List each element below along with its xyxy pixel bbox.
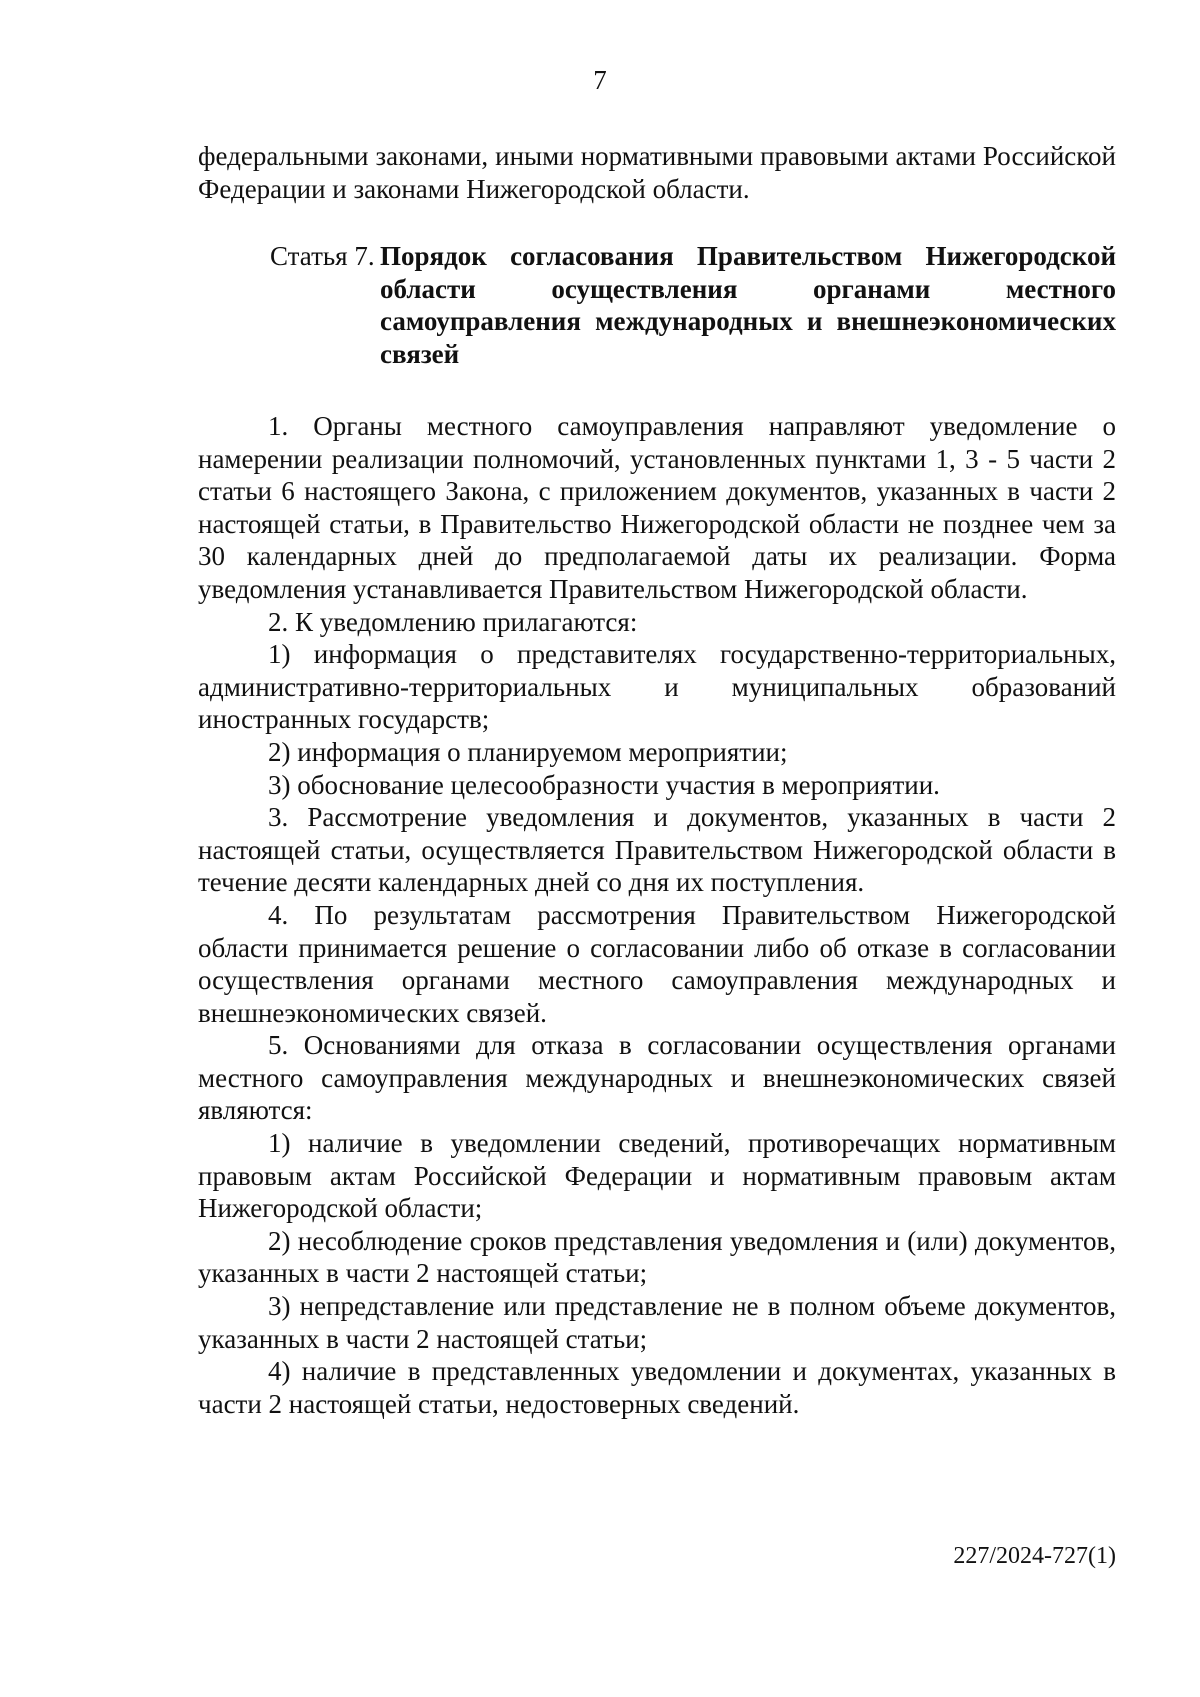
continuation-paragraph: федеральными законами, иными нормативными правовыми актами Российской Федерации и законами Нижегородской области. [198, 141, 1116, 204]
article-label: Статья 7. [270, 241, 375, 271]
paragraph-5: 5. Основаниями для отказа в согласовании осуществления органами местного самоуправления международных и внешнеэкономических связей являются: [198, 1030, 1116, 1126]
paragraph-5-item-2: 2) несоблюдение сроков представления уведомления и (или) документов, указанных в части 2 настоящей статьи; [198, 1225, 1116, 1289]
paragraph-1: 1. Органы местного самоуправления направляют уведомление о намерении реализации полномочий, установленных пунктами 1, 3 - 5 части 2 статьи 6 настоящего Закона, с приложением документов, указанных в части 2 настоящей статьи, в Правительство Нижегородской области не позднее чем за 30 календарных дней до предполагаемой даты их реализации. Форма уведомления устанавливается Правительством Нижегородской области. [198, 411, 1116, 604]
paragraph-2-item-1: 1) информация о представителях государственно-территориальных, административно-территориальных и муниципальных образований иностранных государств; [198, 639, 1116, 735]
document-code: 227/2024-727(1) [953, 1543, 1116, 1569]
paragraph-5-item-4: 4) наличие в представленных уведомлении и документах, указанных в части 2 настоящей статьи, недостоверных сведений. [198, 1356, 1116, 1419]
paragraph-2: 2. К уведомлению прилагаются: [268, 606, 638, 637]
paragraph-4: 4. По результатам рассмотрения Правительством Нижегородской области принимается решение о согласовании либо об отказе в согласовании осуществления органами местного самоуправления международных и внешнеэкономических связей. [198, 899, 1116, 1028]
article-body [198, 410, 1116, 1420]
paragraph-3: 3. Рассмотрение уведомления и документов, указанных в части 2 настоящей статьи, осуществляется Правительством Нижегородской области в течение десяти календарных дней со дня их поступления. [198, 802, 1116, 898]
paragraph-2-item-3: 3) обоснование целесообразности участия в мероприятии. [268, 769, 940, 800]
article-heading [198, 240, 1116, 370]
paragraph-5-item-1: 1) наличие в уведомлении сведений, противоречащих нормативным правовым актам Российской Федерации и нормативным правовым актам Нижегородской области; [198, 1128, 1116, 1224]
page-number: 7 [593, 65, 607, 95]
continuation-text-block [198, 140, 1116, 205]
article-title: Порядок согласования Правительством Нижегородской области осуществления органами местного самоуправления международных и внешнеэкономических связей [380, 241, 1116, 369]
paragraph-2-item-2: 2) информация о планируемом мероприятии; [268, 736, 788, 767]
paragraph-5-item-3: 3) непредставление или представление не в полном объеме документов, указанных в части 2 настоящей статьи; [198, 1291, 1116, 1354]
